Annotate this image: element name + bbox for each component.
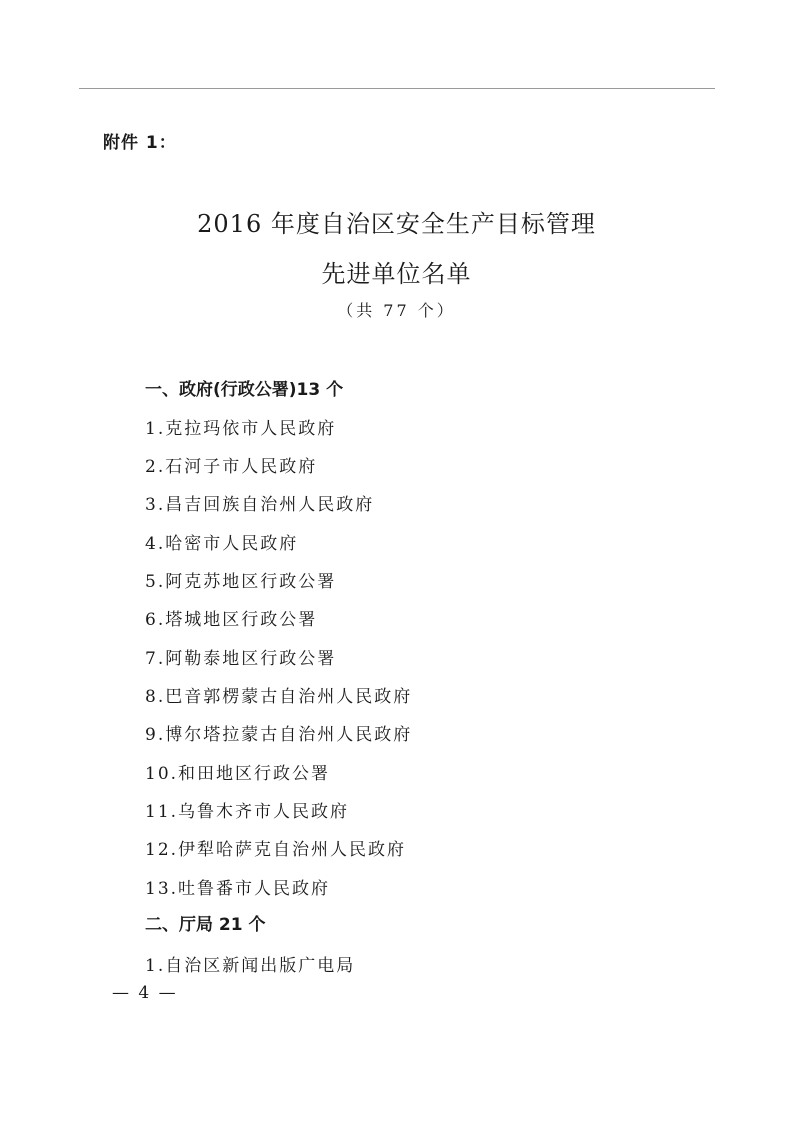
- list-item: 1.自治区新闻出版广电局: [145, 956, 356, 976]
- list-item: 3.昌吉回族自治州人民政府: [145, 495, 375, 515]
- list-item: 4.哈密市人民政府: [145, 534, 299, 554]
- document-title-line1: 2016 年度自治区安全生产目标管理: [197, 210, 596, 238]
- section-heading-government: 一、政府(行政公署)13 个: [145, 380, 344, 400]
- section-heading-departments: 二、厅局 21 个: [145, 915, 266, 935]
- list-item: 10.和田地区行政公署: [145, 764, 331, 784]
- list-item: 12.伊犁哈萨克自治州人民政府: [145, 840, 407, 860]
- list-item: 11.乌鲁木齐市人民政府: [145, 802, 350, 822]
- list-item: 7.阿勒泰地区行政公署: [145, 649, 337, 669]
- list-item: 13.吐鲁番市人民政府: [145, 879, 331, 899]
- list-item: 5.阿克苏地区行政公署: [145, 572, 337, 592]
- header-rule: [79, 88, 715, 89]
- list-item: 2.石河子市人民政府: [145, 457, 318, 477]
- attachment-label: 附件 1：: [103, 133, 177, 153]
- list-item: 6.塔城地区行政公署: [145, 610, 318, 630]
- list-item: 1.克拉玛依市人民政府: [145, 419, 337, 439]
- list-item: 9.博尔塔拉蒙古自治州人民政府: [145, 725, 413, 745]
- document-count: （共 77 个）: [337, 301, 456, 320]
- list-item: 8.巴音郭楞蒙古自治州人民政府: [145, 687, 413, 707]
- document-title-line2: 先进单位名单: [321, 260, 472, 288]
- page-number: — 4 —: [112, 983, 178, 1003]
